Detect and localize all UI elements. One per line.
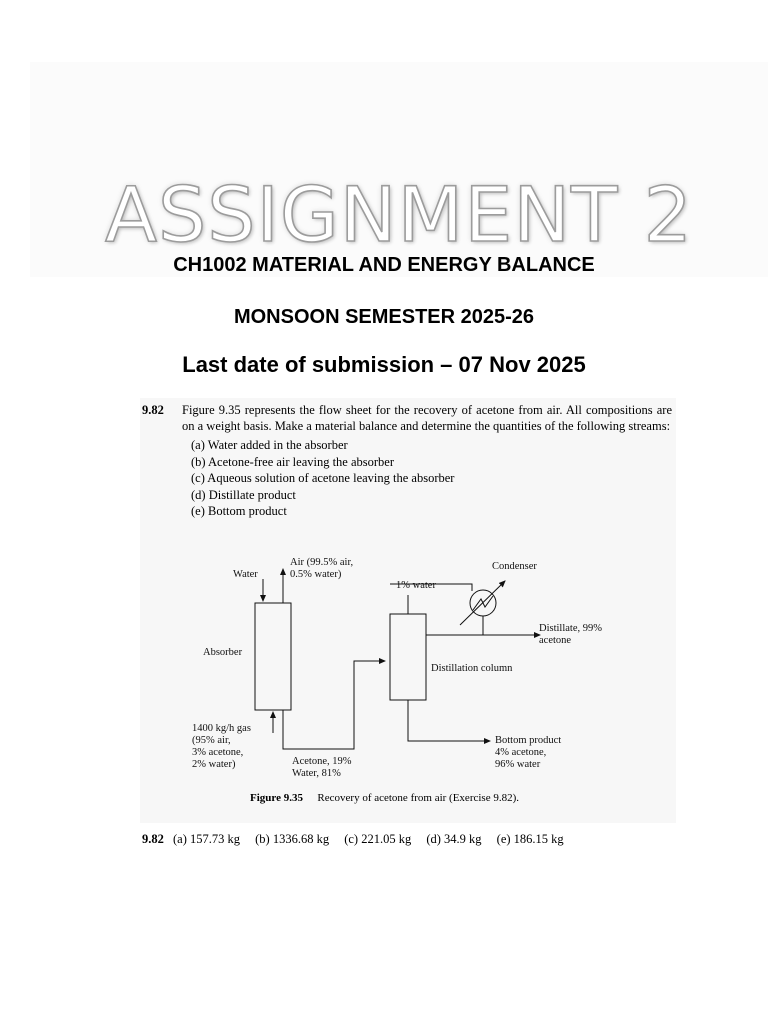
answer-problem-number: 9.82	[142, 832, 164, 846]
water-inlet-label: Water	[233, 569, 258, 580]
title-banner	[30, 62, 768, 277]
problem-statement: Figure 9.35 represents the flow sheet for the recovery of acetone from air. All compositions are on a weight basis. Make a material balance and determine the quantities of the following streams:	[182, 403, 672, 433]
figure-caption	[250, 788, 519, 805]
bottom-product-label-2: 4% acetone,	[495, 747, 547, 758]
assignment-title: ASSIGNMENT 2	[104, 170, 693, 259]
distillate-label-1: Distillate, 99%	[539, 623, 602, 634]
problem-part-e: (e) Bottom product	[191, 504, 287, 518]
problem-parts-list	[191, 437, 672, 520]
bottom-product-label-3: 96% water	[495, 759, 541, 770]
problem-statement-block	[142, 403, 672, 520]
bottom-product-label-1: Bottom product	[495, 735, 562, 746]
answer-a: (a) 157.73 kg	[173, 832, 240, 846]
problem-scan	[140, 398, 676, 823]
feed-gas-label-2: (95% air,	[192, 735, 231, 746]
column-label: Distillation column	[431, 663, 513, 674]
distillate-label-2: acetone	[539, 635, 572, 646]
problem-part-c: (c) Aqueous solution of acetone leaving the absorber	[191, 471, 455, 485]
reflux-water-label: 1% water	[396, 580, 436, 591]
course-title: CH1002 MATERIAL AND ENERGY BALANCE	[173, 254, 595, 276]
submission-deadline: Last date of submission – 07 Nov 2025	[182, 352, 586, 377]
problem-part-b: (b) Acetone-free air leaving the absorber	[191, 454, 395, 469]
feed-gas-label-3: 3% acetone,	[192, 747, 244, 758]
semester-heading: MONSOON SEMESTER 2025-26	[233, 306, 535, 328]
feed-gas-label-4: 2% water)	[192, 759, 236, 770]
answer-b: (b) 1336.68 kg	[255, 832, 330, 846]
absorber-label: Absorber	[203, 647, 243, 658]
figure-caption-label: Figure 9.35	[250, 792, 303, 804]
figure-caption-text: Recovery of acetone from air (Exercise 9.82).	[317, 792, 519, 804]
answer-e: (e) 186.15 kg	[496, 832, 564, 846]
feed-gas-label-1: 1400 kg/h gas	[192, 723, 251, 734]
absorber-bottoms-label-2: Water, 81%	[292, 768, 341, 779]
distillation-column	[390, 614, 426, 700]
answer-d: (d) 34.9 kg	[426, 832, 482, 846]
absorber-bottoms-line	[283, 661, 385, 749]
absorber-bottoms-label-1: Acetone, 19%	[292, 756, 352, 767]
problem-part-d: (d) Distillate product	[191, 487, 296, 502]
problem-number: 9.82	[142, 403, 164, 417]
condenser-label: Condenser	[492, 561, 537, 572]
problem-part-a: (a) Water added in the absorber	[191, 438, 348, 452]
answer-c: (c) 221.05 kg	[344, 832, 412, 846]
flow-sheet-diagram	[140, 553, 676, 815]
absorber-vessel	[255, 603, 291, 710]
air-outlet-label-2: 0.5% water)	[290, 569, 342, 580]
air-outlet-label-1: Air (99.5% air,	[290, 557, 354, 568]
answer-key	[142, 832, 576, 847]
bottom-product-arrow	[408, 700, 490, 741]
